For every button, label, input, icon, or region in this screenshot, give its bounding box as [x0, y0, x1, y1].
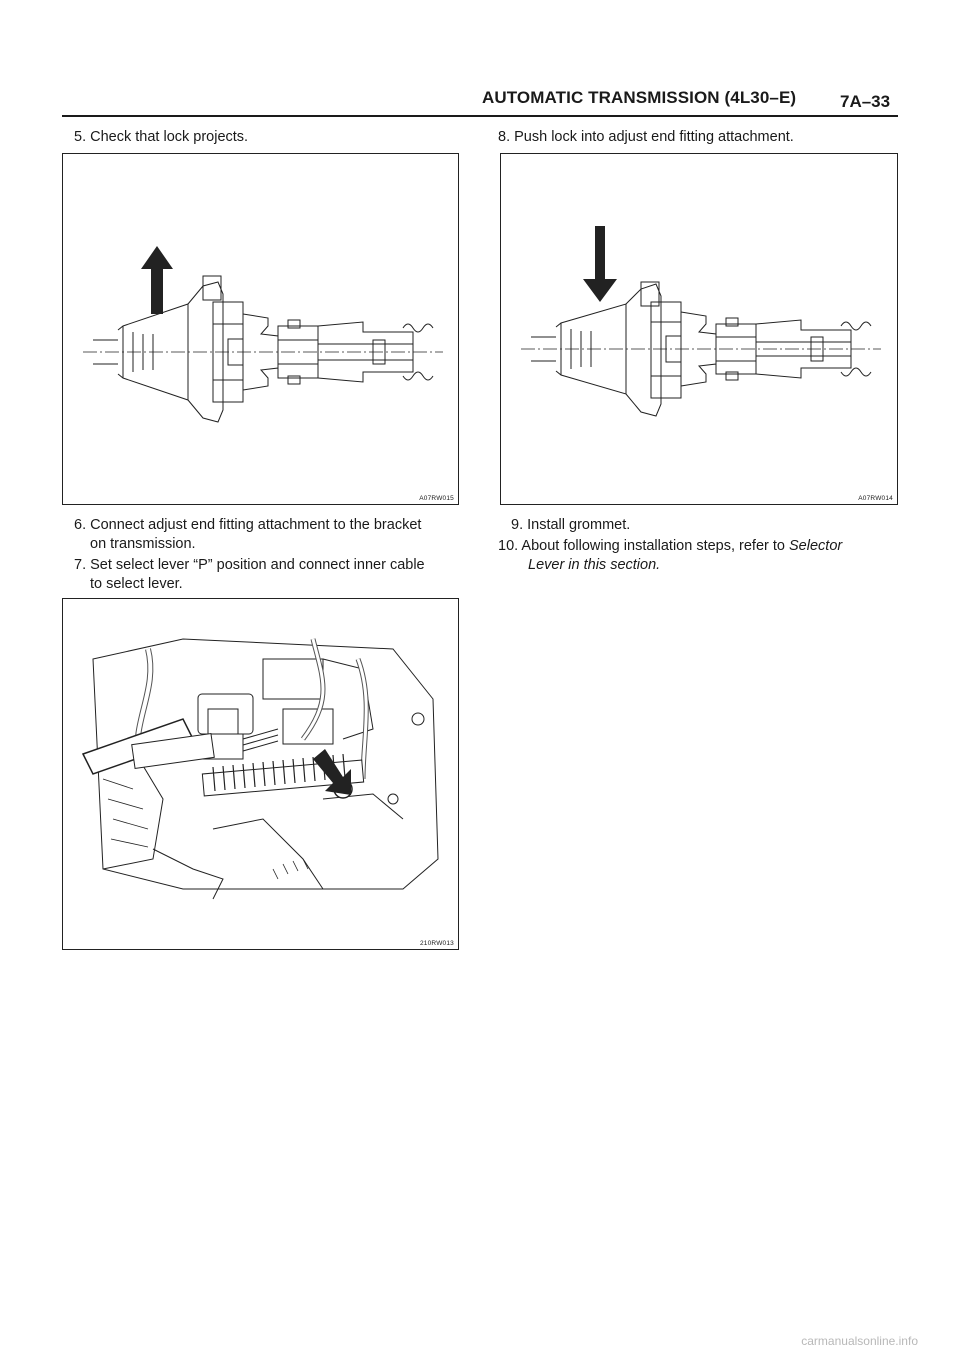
- figure-code: A07RW015: [419, 495, 454, 502]
- figure-transmission-select-lever: [62, 598, 459, 950]
- step-number: 6.: [74, 517, 87, 533]
- step-text-line1: Connect adjust end fitting attachment to the bracket: [90, 517, 422, 533]
- page-number: 7A–33: [840, 92, 891, 111]
- header-rule: [62, 115, 898, 117]
- figure-lock-projects: [62, 153, 459, 505]
- page-header-title: AUTOMATIC TRANSMISSION (4L30–E): [482, 88, 797, 107]
- step-7-cont: to select lever.: [90, 576, 183, 592]
- cable-fitting-diagram: [63, 154, 458, 504]
- arrow-up-icon: [141, 246, 173, 314]
- step-text-line1: Set select lever “P” position and connect inner cable: [90, 557, 425, 573]
- reference-link-cont: Lever in this section.: [528, 557, 661, 573]
- step-7: [74, 556, 464, 575]
- step-number: 7.: [74, 557, 87, 573]
- figure-code: 210RW013: [419, 940, 454, 947]
- step-6: [74, 516, 464, 535]
- step-10: [498, 537, 900, 556]
- step-text: Check that lock projects.: [90, 129, 249, 145]
- step-number: 10.: [498, 538, 519, 554]
- step-8: [498, 128, 794, 147]
- cable-fitting-diagram: [501, 154, 897, 504]
- step-number: 5.: [74, 129, 87, 145]
- step-number: 8.: [498, 129, 511, 145]
- step-text: Push lock into adjust end fitting attachment.: [514, 129, 794, 145]
- step-6-cont: on transmission.: [90, 536, 196, 552]
- step-5: [74, 128, 248, 147]
- step-number: 9.: [511, 517, 524, 533]
- figure-code: A07RW014: [858, 495, 893, 502]
- watermark: carmanualsonline.info: [801, 1334, 918, 1348]
- arrow-down-icon: [583, 226, 617, 302]
- step-text-line1: About following installation steps, refer to: [521, 538, 785, 554]
- step-text: Install grommet.: [527, 517, 631, 533]
- reference-link: Selector: [789, 538, 843, 554]
- figure-push-lock: [500, 153, 898, 505]
- transmission-illustration: [63, 599, 458, 949]
- step-9: [511, 516, 630, 535]
